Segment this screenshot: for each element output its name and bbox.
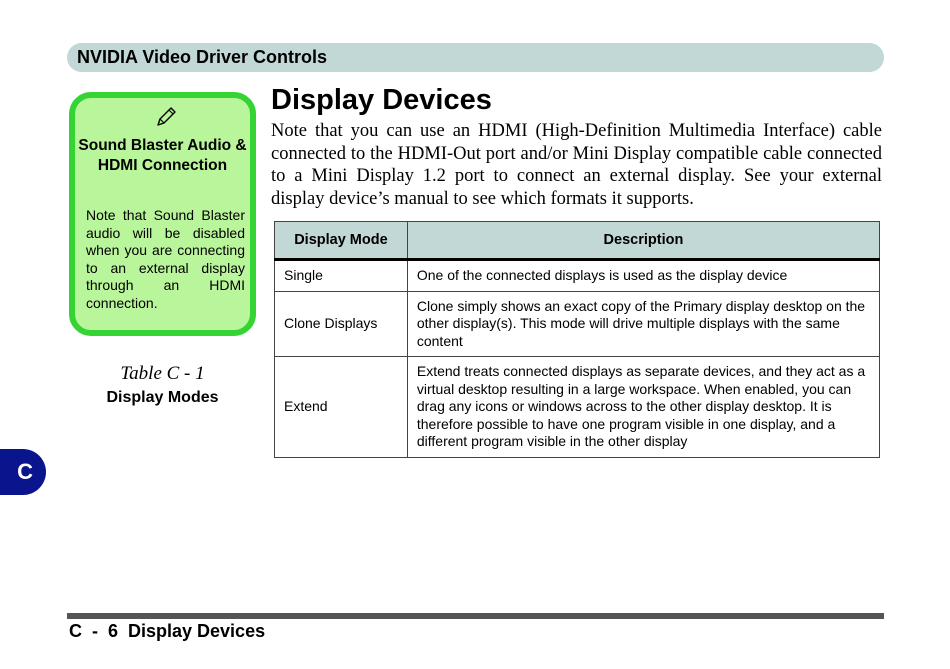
header-bar: [67, 43, 884, 72]
column-header-display-mode: Display Mode: [275, 222, 408, 260]
table-header-row: [275, 222, 880, 260]
pencil-icon: [155, 106, 177, 128]
display-mode-cell: Single: [275, 260, 408, 292]
display-mode-cell: Extend: [275, 357, 408, 458]
display-modes-table: [274, 221, 880, 458]
chapter-tab-label: C: [17, 459, 33, 484]
table-caption-label: Table C - 1: [120, 363, 205, 384]
body-paragraph: Note that you can use an HDMI (High-Definition Multimedia Interface) cable connected to the HDMI-Out port and/or Mini Display compatible cable connected to a Mini Display 1.2 port to connect an external display. See your external display device’s manual to see which formats it supports.: [271, 121, 882, 209]
footer-rule: [67, 613, 884, 619]
table-caption-title: Display Modes: [106, 389, 219, 406]
page-footer: C - 6 Display Devices: [69, 621, 266, 641]
note-title: Sound Blaster Audio & HDMI Connection: [78, 137, 247, 174]
description-cell: Extend treats connected displays as separate devices, and they act as a virtual desktop resulting in a large workspace. When enabled, you can drag any icons or windows across to the other display desktop. It is therefore possible to have one program visible in one display, and a different program visible in the other display: [407, 357, 879, 458]
table-row: [275, 292, 880, 357]
note-text: Note that Sound Blaster audio will be disabled when you are connecting to an external display through an HDMI connection.: [86, 207, 245, 311]
header-title: NVIDIA Video Driver Controls: [77, 47, 328, 67]
description-cell: One of the connected displays is used as the display device: [407, 260, 879, 292]
note-box: [69, 92, 256, 336]
table-row: [275, 357, 880, 458]
description-cell: Clone simply shows an exact copy of the Primary display desktop on the other display(s). This mode will drive multiple displays with the same content: [407, 292, 879, 357]
section-title: Display Devices: [271, 84, 492, 116]
display-mode-cell: Clone Displays: [275, 292, 408, 357]
column-header-description: Description: [407, 222, 879, 260]
table-row: [275, 260, 880, 292]
chapter-tab: [0, 449, 46, 495]
